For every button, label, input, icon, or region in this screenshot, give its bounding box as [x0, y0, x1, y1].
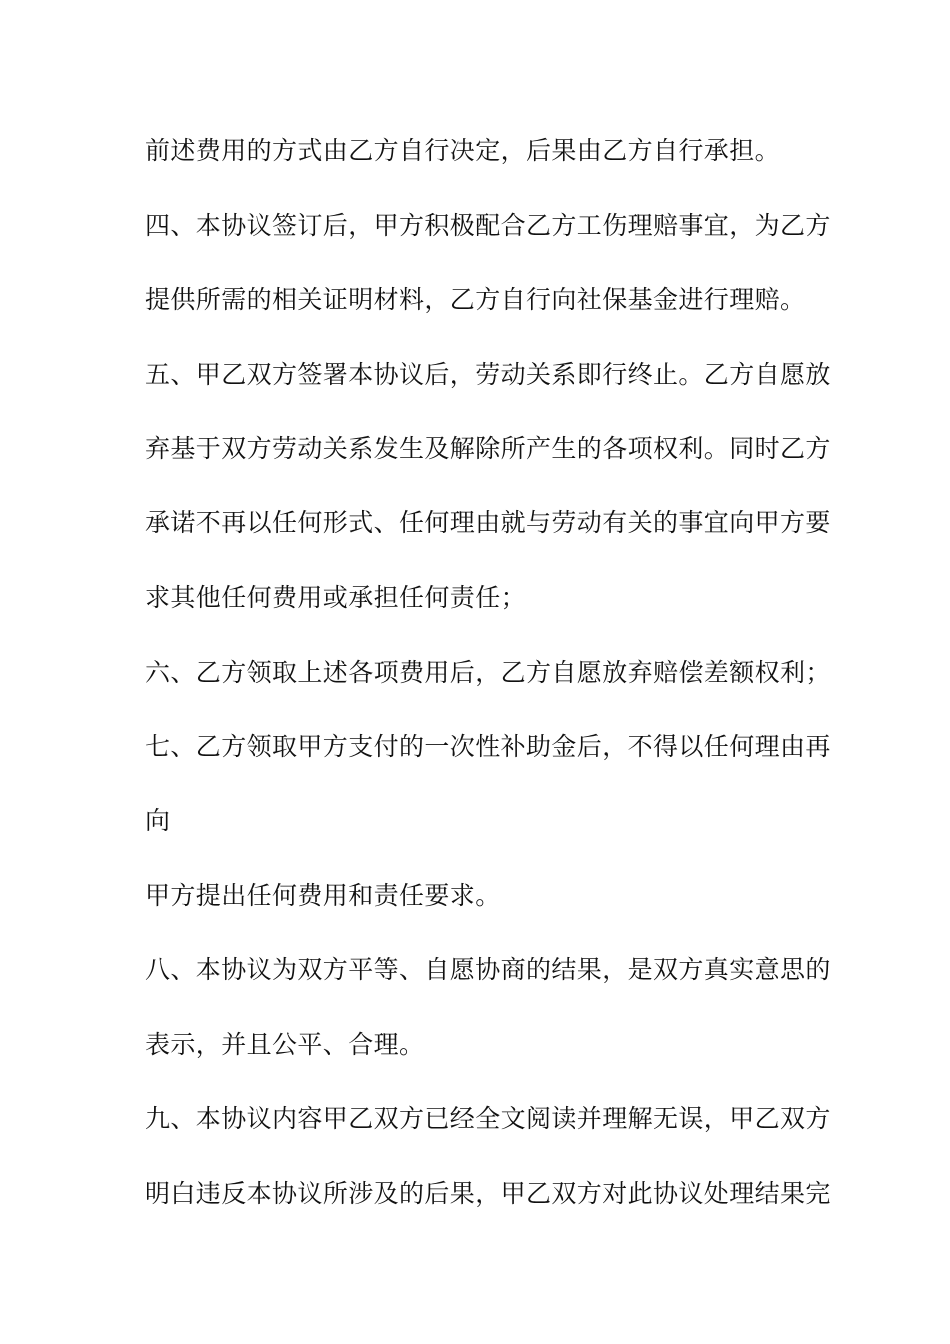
text-line: 前述费用的方式由乙方自行决定，后果由乙方自行承担。	[145, 136, 781, 165]
clause-7-line-1: 七、乙方领取甲方支付的一次性补助金后，不得以任何理由再	[145, 732, 831, 761]
clause-5-line-4: 求其他任何费用或承担任何责任；	[145, 583, 527, 612]
clause-7-line-2: 向	[145, 806, 171, 835]
clause-5-line-3: 承诺不再以任何形式、任何理由就与劳动有关的事宜向甲方要	[145, 508, 831, 537]
clause-8-line-1: 八、本协议为双方平等、自愿协商的结果，是双方真实意思的	[145, 955, 831, 984]
clause-6-line-1: 六、乙方领取上述各项费用后，乙方自愿放弃赔偿差额权利；	[145, 658, 831, 687]
clause-9-line-1: 九、本协议内容甲乙双方已经全文阅读并理解无误，甲乙双方	[145, 1104, 831, 1133]
clause-8-line-2: 表示，并且公平、合理。	[145, 1030, 425, 1059]
clause-7-line-3: 甲方提出任何费用和责任要求。	[145, 881, 501, 910]
clause-5-line-2: 弃基于双方劳动关系发生及解除所产生的各项权利。同时乙方	[145, 434, 831, 463]
clause-9-line-2: 明白违反本协议所涉及的后果，甲乙双方对此协议处理结果完	[145, 1179, 831, 1208]
clause-5-line-1: 五、甲乙双方签署本协议后，劳动关系即行终止。乙方自愿放	[145, 360, 831, 389]
clause-4-line-2: 提供所需的相关证明材料，乙方自行向社保基金进行理赔。	[145, 285, 806, 314]
clause-4-line-1: 四、本协议签订后，甲方积极配合乙方工伤理赔事宜，为乙方	[145, 211, 831, 240]
